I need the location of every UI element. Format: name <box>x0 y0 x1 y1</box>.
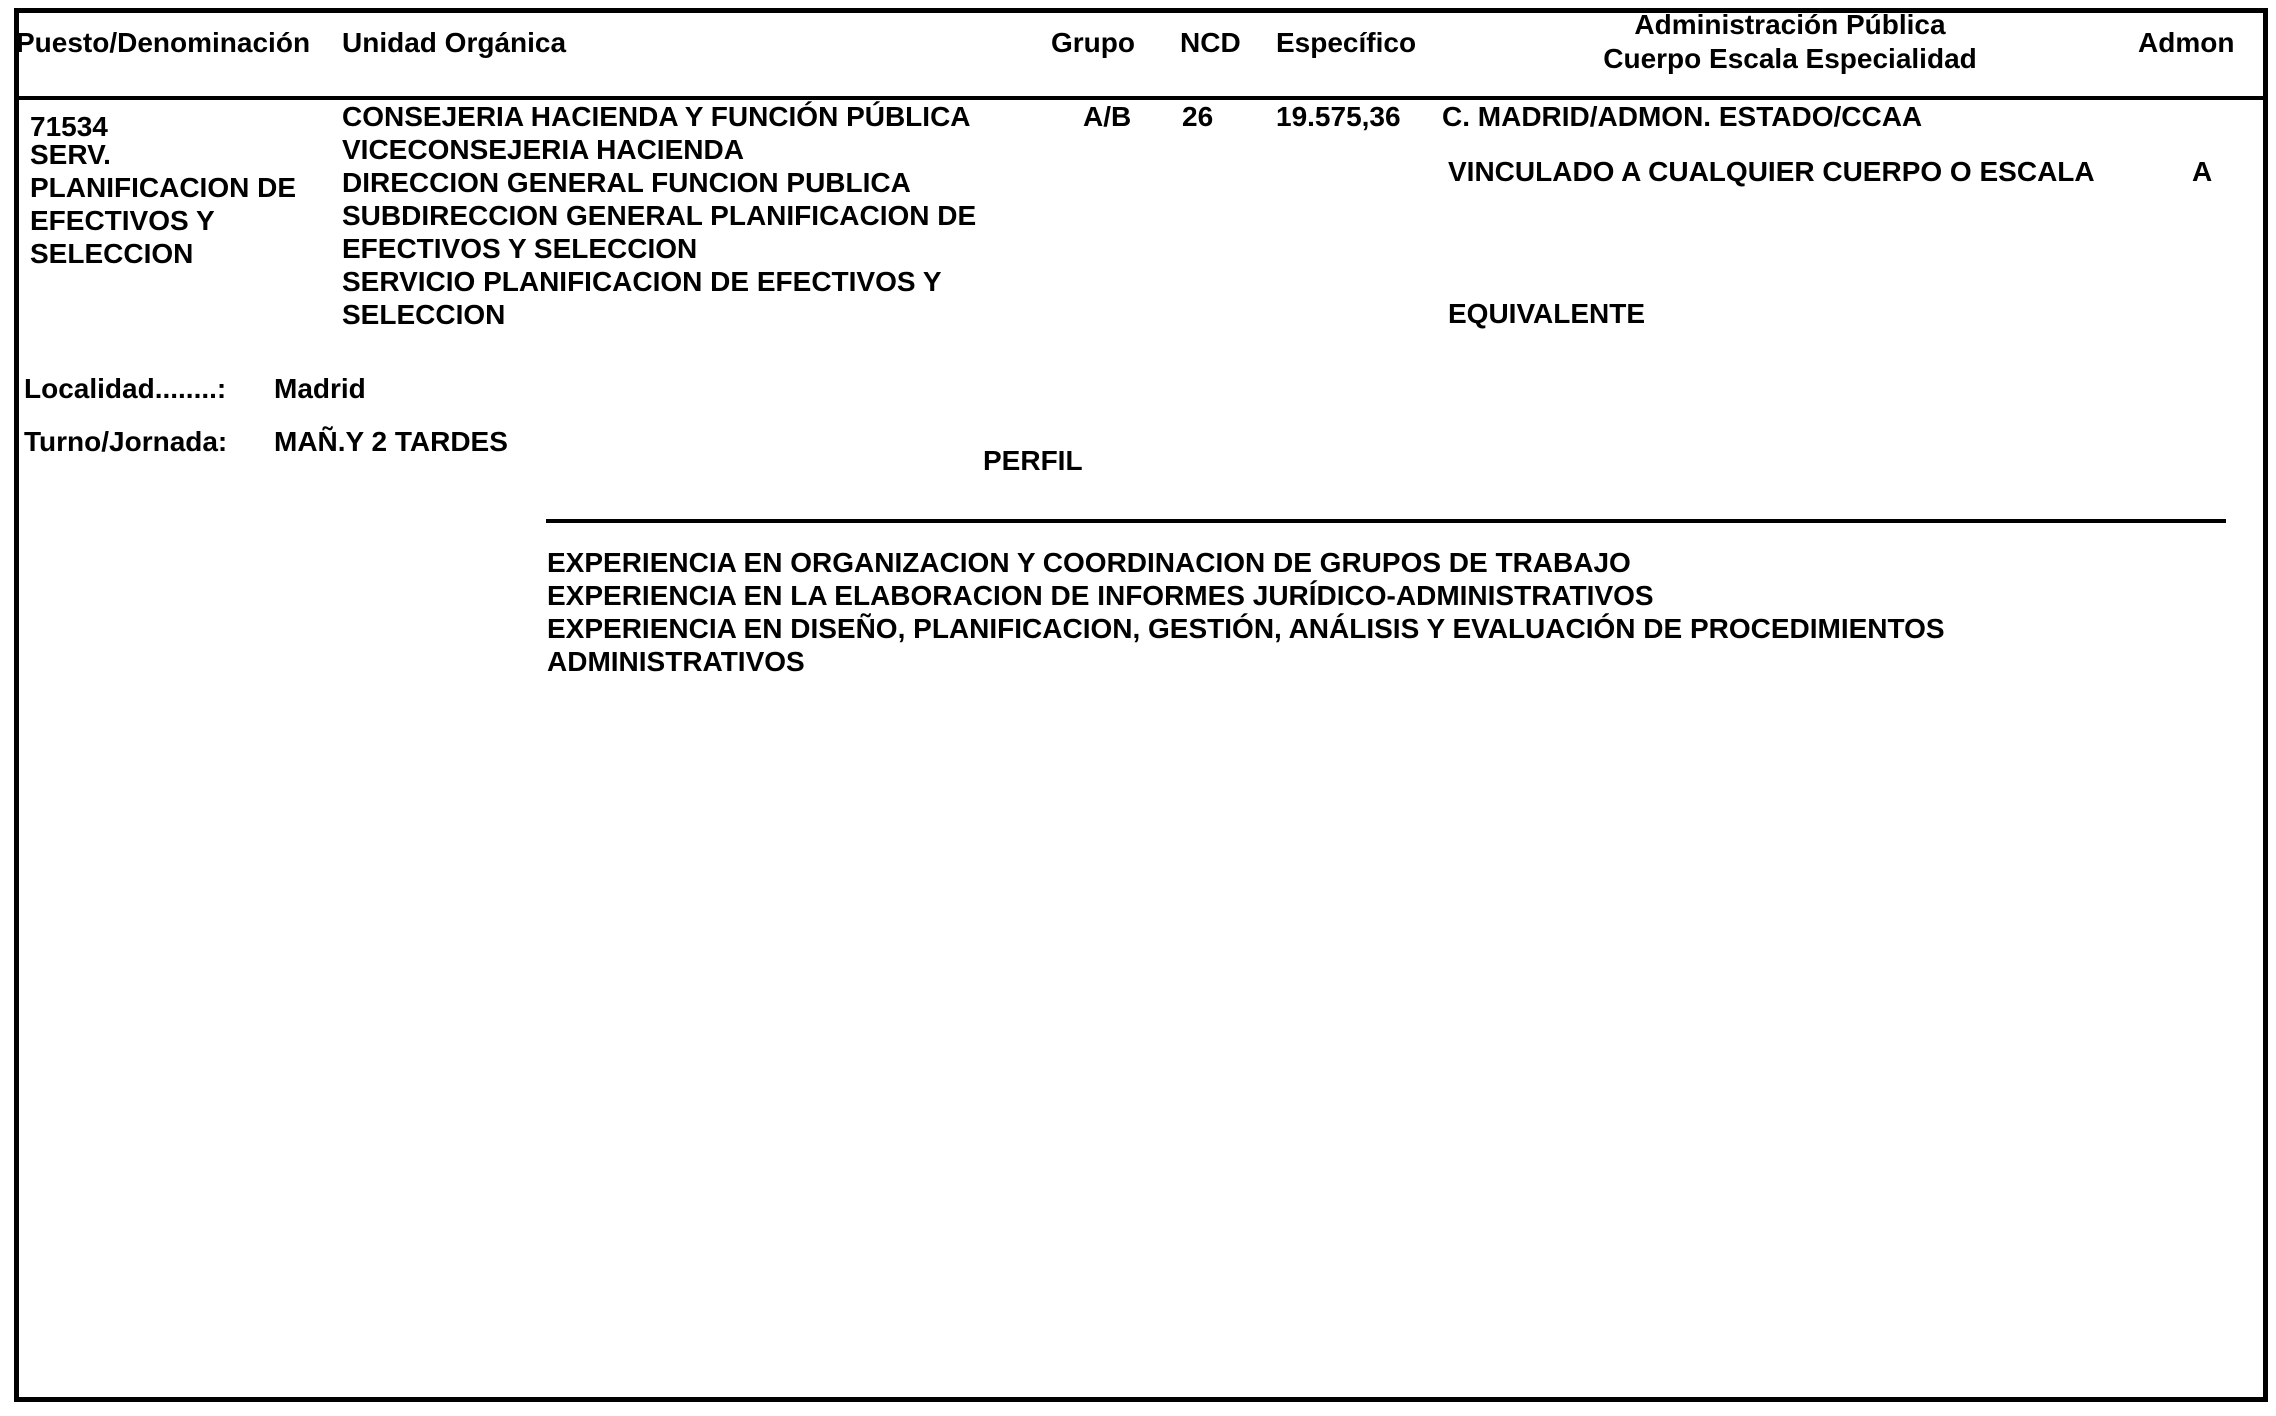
ncd-value: 26 <box>1182 101 1214 132</box>
unidad-line: VICECONSEJERIA HACIENDA <box>342 134 744 165</box>
especifico-value: 19.575,36 <box>1276 101 1401 132</box>
header-especifico: Específico <box>1276 27 1417 58</box>
header-ncd: NCD <box>1180 27 1241 58</box>
turno-label: Turno/Jornada: <box>24 426 228 457</box>
puesto-code: 71534 <box>30 111 108 142</box>
perfil-item: EXPERIENCIA EN LA ELABORACION DE INFORMES JURÍDICO-ADMINISTRATIVOS <box>547 580 1654 611</box>
perfil-item: ADMINISTRATIVOS <box>547 646 805 677</box>
turno-value: MAÑ.Y 2 TARDES <box>274 426 508 457</box>
administracion-value: C. MADRID/ADMON. ESTADO/CCAA <box>1442 101 1923 132</box>
perfil-divider <box>546 519 2226 523</box>
admon-value: A <box>2192 156 2213 187</box>
header-admon: Admon <box>2138 27 2235 58</box>
cuerpo-value: VINCULADO A CUALQUIER CUERPO O ESCALA <box>1448 156 2095 187</box>
perfil-item: EXPERIENCIA EN ORGANIZACION Y COORDINACION DE GRUPOS DE TRABAJO <box>547 547 1631 578</box>
puesto-line: SERV. <box>30 139 111 170</box>
unidad-line: CONSEJERIA HACIENDA Y FUNCIÓN PÚBLICA <box>342 101 971 132</box>
grupo-value: A/B <box>1083 101 1132 132</box>
equivalente-value: EQUIVALENTE <box>1448 298 1646 329</box>
header-cuerpo-escala: Cuerpo Escala Especialidad <box>1603 43 1977 74</box>
puesto-line: SELECCION <box>30 238 194 269</box>
header-grupo: Grupo <box>1051 27 1135 58</box>
puesto-line: PLANIFICACION DE <box>30 172 296 203</box>
unidad-line: SERVICIO PLANIFICACION DE EFECTIVOS Y <box>342 266 942 297</box>
perfil-list <box>547 546 1945 678</box>
perfil-label: PERFIL <box>983 445 1083 476</box>
unidad-line: SELECCION <box>342 299 506 330</box>
header-unidad: Unidad Orgánica <box>342 27 567 58</box>
header-puesto: Puesto/Denominación <box>16 27 311 58</box>
perfil-item: EXPERIENCIA EN DISEÑO, PLANIFICACION, GESTIÓN, ANÁLISIS Y EVALUACIÓN DE PROCEDIMIENTOS <box>547 613 1945 644</box>
puesto-line: EFECTIVOS Y <box>30 205 215 236</box>
localidad-value: Madrid <box>274 373 366 404</box>
unidad-organica-cell <box>342 100 976 331</box>
puesto-denominacion <box>30 138 296 270</box>
localidad-label: Localidad........: <box>24 373 227 404</box>
unidad-line: SUBDIRECCION GENERAL PLANIFICACION DE <box>342 200 977 231</box>
unidad-line: EFECTIVOS Y SELECCION <box>342 233 698 264</box>
unidad-line: DIRECCION GENERAL FUNCION PUBLICA <box>342 167 911 198</box>
header-admin-publica: Administración Pública <box>1634 9 1946 40</box>
